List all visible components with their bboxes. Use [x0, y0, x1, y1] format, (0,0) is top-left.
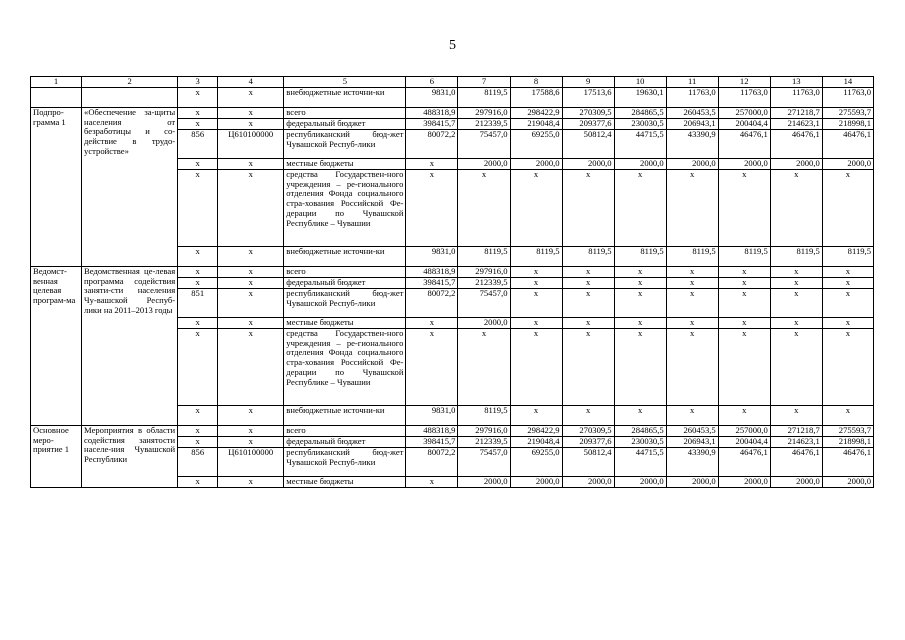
- year-value-8: х: [510, 406, 562, 426]
- year-value-14: х: [822, 267, 873, 278]
- funding-source: федеральный бюджет: [284, 437, 406, 448]
- year-value-6: 398415,7: [406, 119, 458, 130]
- year-value-11: 2000,0: [666, 159, 718, 170]
- year-value-14: 218998,1: [822, 437, 873, 448]
- year-value-6: х: [406, 477, 458, 488]
- year-value-9: 209377,6: [562, 119, 614, 130]
- year-value-13: х: [770, 318, 822, 329]
- responsible-executor-code: х: [178, 88, 218, 108]
- year-value-6: х: [406, 159, 458, 170]
- year-value-13: 271218,7: [770, 108, 822, 119]
- year-value-13: х: [770, 406, 822, 426]
- funding-source: федеральный бюджет: [284, 278, 406, 289]
- year-value-7: 212339,5: [458, 278, 510, 289]
- funding-source: местные бюджеты: [284, 477, 406, 488]
- year-value-10: х: [614, 406, 666, 426]
- year-value-7: 2000,0: [458, 318, 510, 329]
- responsible-executor-code: х: [178, 477, 218, 488]
- year-value-11: 206943,1: [666, 119, 718, 130]
- funding-source: всего: [284, 426, 406, 437]
- program-name: Мероприятия в области содействия занятости населе-ния Чувашской Республики: [82, 426, 178, 488]
- year-value-10: 284865,5: [614, 108, 666, 119]
- year-value-10: х: [614, 278, 666, 289]
- year-value-7: 75457,0: [458, 448, 510, 477]
- year-value-10: х: [614, 289, 666, 318]
- year-value-14: 2000,0: [822, 159, 873, 170]
- year-value-7: 8119,5: [458, 406, 510, 426]
- year-value-8: 298422,9: [510, 426, 562, 437]
- column-number-11: 11: [666, 77, 718, 88]
- responsible-executor-code: х: [178, 267, 218, 278]
- year-value-7: 75457,0: [458, 289, 510, 318]
- year-value-12: 2000,0: [718, 477, 770, 488]
- year-value-10: 2000,0: [614, 159, 666, 170]
- funding-source: внебюджетные источни-ки: [284, 247, 406, 267]
- budget-classification-code: Ц610100000: [218, 130, 284, 159]
- responsible-executor-code: х: [178, 119, 218, 130]
- budget-classification-code: х: [218, 318, 284, 329]
- year-value-9: 50812,4: [562, 130, 614, 159]
- year-value-7: 2000,0: [458, 159, 510, 170]
- year-value-10: 44715,5: [614, 448, 666, 477]
- year-value-14: х: [822, 329, 873, 406]
- program-name: «Обеспечение за-щиты населения от безработицы и со-действие в трудо-устройстве»: [82, 108, 178, 267]
- year-value-14: х: [822, 278, 873, 289]
- responsible-executor-code: х: [178, 406, 218, 426]
- year-value-11: х: [666, 278, 718, 289]
- year-value-11: 43390,9: [666, 448, 718, 477]
- funding-source: средства Государствен-ного учреждения – ре-гионального отделения Фонда социального стра-хования Российской Фе-дерации по Чувашской Республике – Чувашии: [284, 329, 406, 406]
- year-value-13: 46476,1: [770, 130, 822, 159]
- year-value-11: 206943,1: [666, 437, 718, 448]
- table-row: [31, 88, 874, 108]
- year-value-13: х: [770, 329, 822, 406]
- table-row: [31, 108, 874, 119]
- budget-classification-code: х: [218, 170, 284, 247]
- year-value-10: 230030,5: [614, 437, 666, 448]
- year-value-11: 8119,5: [666, 247, 718, 267]
- funding-source: всего: [284, 267, 406, 278]
- budget-classification-code: х: [218, 289, 284, 318]
- year-value-8: 219048,4: [510, 119, 562, 130]
- year-value-12: х: [718, 406, 770, 426]
- funding-source: местные бюджеты: [284, 318, 406, 329]
- year-value-12: 46476,1: [718, 448, 770, 477]
- year-value-7: х: [458, 170, 510, 247]
- responsible-executor-code: 851: [178, 289, 218, 318]
- year-value-9: 2000,0: [562, 159, 614, 170]
- year-value-8: 298422,9: [510, 108, 562, 119]
- year-value-7: 212339,5: [458, 437, 510, 448]
- table-row: [31, 267, 874, 278]
- budget-classification-code: х: [218, 406, 284, 426]
- year-value-6: 488318,9: [406, 426, 458, 437]
- year-value-11: 260453,5: [666, 426, 718, 437]
- year-value-12: 200404,4: [718, 437, 770, 448]
- year-value-8: х: [510, 267, 562, 278]
- year-value-6: 9831,0: [406, 406, 458, 426]
- funding-source: федеральный бюджет: [284, 119, 406, 130]
- budget-classification-code: х: [218, 119, 284, 130]
- funding-source: местные бюджеты: [284, 159, 406, 170]
- funding-source: республиканский бюд-жет Чувашской Респуб-лики: [284, 130, 406, 159]
- year-value-9: х: [562, 170, 614, 247]
- responsible-executor-code: 856: [178, 448, 218, 477]
- year-value-9: 50812,4: [562, 448, 614, 477]
- year-value-7: 2000,0: [458, 477, 510, 488]
- column-number-6: 6: [406, 77, 458, 88]
- year-value-13: х: [770, 170, 822, 247]
- program-name: Ведомственная це-левая программа содействия заняти-сти населения Чу-вашской Респуб-лики на 2011–2013 годы: [82, 267, 178, 426]
- program-name: [82, 88, 178, 108]
- budget-classification-code: х: [218, 278, 284, 289]
- funding-source: внебюджетные источни-ки: [284, 88, 406, 108]
- year-value-12: 200404,4: [718, 119, 770, 130]
- year-value-14: 218998,1: [822, 119, 873, 130]
- year-value-14: 46476,1: [822, 130, 873, 159]
- year-value-10: 8119,5: [614, 247, 666, 267]
- year-value-12: х: [718, 289, 770, 318]
- year-value-6: х: [406, 318, 458, 329]
- year-value-7: 8119,5: [458, 88, 510, 108]
- year-value-13: 2000,0: [770, 477, 822, 488]
- column-number-1: 1: [31, 77, 82, 88]
- column-number-7: 7: [458, 77, 510, 88]
- year-value-11: х: [666, 170, 718, 247]
- year-value-10: 44715,5: [614, 130, 666, 159]
- budget-classification-code: х: [218, 477, 284, 488]
- year-value-6: 488318,9: [406, 267, 458, 278]
- page-number: 5: [449, 38, 456, 53]
- year-value-9: 2000,0: [562, 477, 614, 488]
- year-value-11: х: [666, 406, 718, 426]
- year-value-9: х: [562, 329, 614, 406]
- year-value-9: 270309,5: [562, 108, 614, 119]
- responsible-executor-code: х: [178, 437, 218, 448]
- budget-classification-code: х: [218, 267, 284, 278]
- column-number-12: 12: [718, 77, 770, 88]
- budget-classification-code: х: [218, 247, 284, 267]
- responsible-executor-code: х: [178, 278, 218, 289]
- year-value-13: 11763,0: [770, 88, 822, 108]
- year-value-14: 46476,1: [822, 448, 873, 477]
- funding-source: средства Государствен-ного учреждения – ре-гионального отделения Фонда социального стра-хования Российской Фе-дерации по Чувашской Республике – Чувашии: [284, 170, 406, 247]
- year-value-12: 8119,5: [718, 247, 770, 267]
- column-number-2: 2: [82, 77, 178, 88]
- row-group-label: [31, 88, 82, 108]
- budget-classification-code: х: [218, 426, 284, 437]
- year-value-12: х: [718, 318, 770, 329]
- column-number-5: 5: [284, 77, 406, 88]
- year-value-10: 2000,0: [614, 477, 666, 488]
- year-value-10: 284865,5: [614, 426, 666, 437]
- budget-classification-code: х: [218, 437, 284, 448]
- year-value-6: х: [406, 170, 458, 247]
- budget-classification-code: х: [218, 329, 284, 406]
- year-value-10: х: [614, 267, 666, 278]
- year-value-7: х: [458, 329, 510, 406]
- year-value-9: х: [562, 289, 614, 318]
- table-row: [31, 426, 874, 437]
- year-value-13: х: [770, 267, 822, 278]
- year-value-8: 69255,0: [510, 448, 562, 477]
- year-value-6: 398415,7: [406, 437, 458, 448]
- column-number-9: 9: [562, 77, 614, 88]
- responsible-executor-code: 856: [178, 130, 218, 159]
- year-value-12: 257000,0: [718, 108, 770, 119]
- year-value-7: 297916,0: [458, 108, 510, 119]
- year-value-7: 297916,0: [458, 267, 510, 278]
- year-value-13: 214623,1: [770, 119, 822, 130]
- budget-table: [30, 76, 874, 488]
- year-value-13: 8119,5: [770, 247, 822, 267]
- year-value-6: 80072,2: [406, 448, 458, 477]
- year-value-11: 43390,9: [666, 130, 718, 159]
- year-value-8: 219048,4: [510, 437, 562, 448]
- year-value-7: 8119,5: [458, 247, 510, 267]
- year-value-12: х: [718, 278, 770, 289]
- year-value-6: 80072,2: [406, 130, 458, 159]
- year-value-14: 2000,0: [822, 477, 873, 488]
- column-number-10: 10: [614, 77, 666, 88]
- responsible-executor-code: х: [178, 329, 218, 406]
- responsible-executor-code: х: [178, 426, 218, 437]
- year-value-11: х: [666, 267, 718, 278]
- budget-classification-code: Ц610100000: [218, 448, 284, 477]
- year-value-8: 2000,0: [510, 477, 562, 488]
- responsible-executor-code: х: [178, 108, 218, 119]
- year-value-11: х: [666, 289, 718, 318]
- year-value-8: х: [510, 170, 562, 247]
- year-value-9: 17513,6: [562, 88, 614, 108]
- year-value-12: 46476,1: [718, 130, 770, 159]
- column-number-14: 14: [822, 77, 873, 88]
- year-value-9: х: [562, 406, 614, 426]
- column-number-row: [31, 77, 874, 88]
- responsible-executor-code: х: [178, 318, 218, 329]
- year-value-10: х: [614, 170, 666, 247]
- year-value-10: 19630,1: [614, 88, 666, 108]
- year-value-6: 9831,0: [406, 247, 458, 267]
- row-group-label: Основное меро-приятие 1: [31, 426, 82, 488]
- year-value-13: 214623,1: [770, 437, 822, 448]
- year-value-9: х: [562, 267, 614, 278]
- year-value-6: 398415,7: [406, 278, 458, 289]
- year-value-12: 2000,0: [718, 159, 770, 170]
- year-value-6: х: [406, 329, 458, 406]
- year-value-12: 257000,0: [718, 426, 770, 437]
- year-value-10: х: [614, 329, 666, 406]
- year-value-8: 2000,0: [510, 159, 562, 170]
- year-value-10: 230030,5: [614, 119, 666, 130]
- column-number-13: 13: [770, 77, 822, 88]
- column-number-4: 4: [218, 77, 284, 88]
- funding-source: всего: [284, 108, 406, 119]
- year-value-9: 209377,6: [562, 437, 614, 448]
- year-value-9: 270309,5: [562, 426, 614, 437]
- budget-classification-code: х: [218, 108, 284, 119]
- budget-classification-code: х: [218, 88, 284, 108]
- year-value-14: 275593,7: [822, 108, 873, 119]
- year-value-14: х: [822, 318, 873, 329]
- funding-source: внебюджетные источни-ки: [284, 406, 406, 426]
- year-value-8: 17588,6: [510, 88, 562, 108]
- column-number-3: 3: [178, 77, 218, 88]
- year-value-8: х: [510, 329, 562, 406]
- year-value-14: х: [822, 170, 873, 247]
- year-value-8: х: [510, 289, 562, 318]
- year-value-14: х: [822, 406, 873, 426]
- year-value-7: 75457,0: [458, 130, 510, 159]
- year-value-9: х: [562, 318, 614, 329]
- year-value-12: х: [718, 267, 770, 278]
- row-group-label: Подпро-грамма 1: [31, 108, 82, 267]
- year-value-8: 8119,5: [510, 247, 562, 267]
- responsible-executor-code: х: [178, 159, 218, 170]
- year-value-10: х: [614, 318, 666, 329]
- year-value-14: 8119,5: [822, 247, 873, 267]
- row-group-label: Ведомст-венная целевая програм-ма: [31, 267, 82, 426]
- year-value-11: х: [666, 329, 718, 406]
- year-value-8: 69255,0: [510, 130, 562, 159]
- responsible-executor-code: х: [178, 247, 218, 267]
- year-value-12: 11763,0: [718, 88, 770, 108]
- year-value-7: 212339,5: [458, 119, 510, 130]
- year-value-11: 11763,0: [666, 88, 718, 108]
- year-value-14: х: [822, 289, 873, 318]
- year-value-12: х: [718, 170, 770, 247]
- budget-classification-code: х: [218, 159, 284, 170]
- year-value-13: х: [770, 278, 822, 289]
- year-value-8: х: [510, 278, 562, 289]
- table-body: [31, 88, 874, 488]
- responsible-executor-code: х: [178, 170, 218, 247]
- year-value-8: х: [510, 318, 562, 329]
- funding-source: республиканский бюд-жет Чувашской Респуб-лики: [284, 289, 406, 318]
- year-value-12: х: [718, 329, 770, 406]
- year-value-11: 260453,5: [666, 108, 718, 119]
- year-value-9: х: [562, 278, 614, 289]
- year-value-14: 275593,7: [822, 426, 873, 437]
- year-value-6: 80072,2: [406, 289, 458, 318]
- year-value-9: 8119,5: [562, 247, 614, 267]
- year-value-13: х: [770, 289, 822, 318]
- year-value-13: 46476,1: [770, 448, 822, 477]
- year-value-11: 2000,0: [666, 477, 718, 488]
- year-value-6: 9831,0: [406, 88, 458, 108]
- year-value-13: 2000,0: [770, 159, 822, 170]
- funding-source: республиканский бюд-жет Чувашской Респуб-лики: [284, 448, 406, 477]
- year-value-11: х: [666, 318, 718, 329]
- year-value-14: 11763,0: [822, 88, 873, 108]
- year-value-6: 488318,9: [406, 108, 458, 119]
- year-value-13: 271218,7: [770, 426, 822, 437]
- column-number-8: 8: [510, 77, 562, 88]
- year-value-7: 297916,0: [458, 426, 510, 437]
